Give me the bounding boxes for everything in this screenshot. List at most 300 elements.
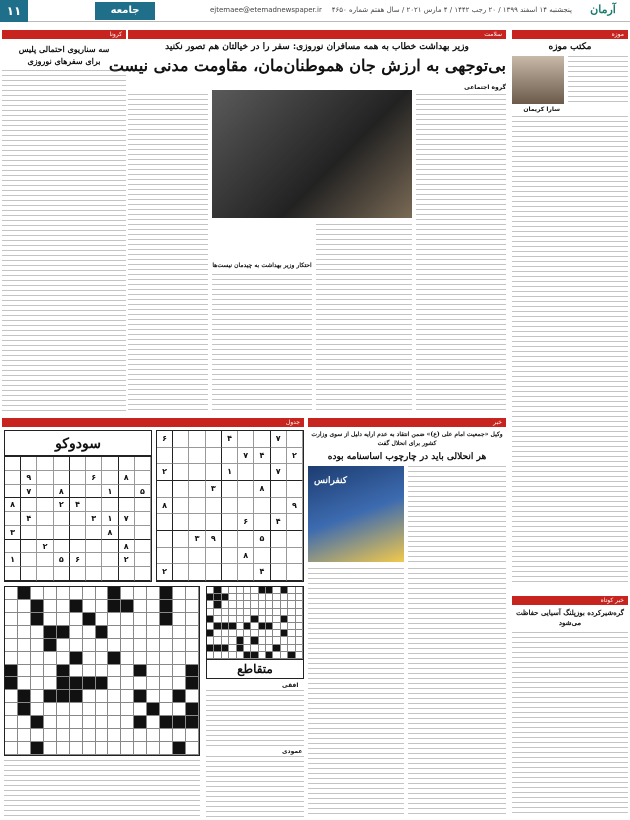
sudoku-cell[interactable] — [287, 548, 303, 565]
crossword-cell[interactable] — [18, 652, 31, 665]
crossword-cell[interactable] — [121, 600, 134, 613]
crossword-cell[interactable] — [214, 587, 221, 594]
crossword-cell[interactable] — [18, 613, 31, 626]
crossword-cell[interactable] — [108, 626, 121, 639]
crossword-cell[interactable] — [266, 609, 273, 616]
crossword-cell[interactable] — [83, 600, 96, 613]
crossword-cell[interactable] — [83, 703, 96, 716]
sudoku-cell[interactable] — [37, 553, 53, 567]
sudoku-cell[interactable]: ۱ — [5, 553, 21, 567]
crossword-cell[interactable] — [288, 652, 295, 659]
crossword-cell[interactable] — [83, 626, 96, 639]
sudoku-cell[interactable] — [70, 485, 86, 499]
crossword-cell[interactable] — [96, 742, 109, 755]
crossword-cell[interactable] — [222, 623, 229, 630]
crossword-cell[interactable] — [266, 637, 273, 644]
crossword-cell[interactable] — [57, 677, 70, 690]
sudoku-cell[interactable] — [206, 464, 222, 481]
sudoku-cell[interactable] — [157, 548, 173, 565]
sudoku-cell[interactable] — [37, 498, 53, 512]
crossword-cell[interactable] — [70, 626, 83, 639]
crossword-cell[interactable] — [281, 601, 288, 608]
crossword-cell[interactable] — [108, 600, 121, 613]
crossword-cell[interactable] — [134, 742, 147, 755]
crossword-cell[interactable] — [121, 587, 134, 600]
crossword-cell[interactable] — [147, 703, 160, 716]
crossword-cell[interactable] — [31, 677, 44, 690]
crossword-cell[interactable] — [121, 677, 134, 690]
crossword-cell[interactable] — [134, 716, 147, 729]
crossword-cell[interactable] — [160, 677, 173, 690]
sudoku-cell[interactable] — [173, 564, 189, 581]
crossword-cell[interactable] — [96, 613, 109, 626]
sudoku-cell[interactable] — [222, 548, 238, 565]
sudoku-cell[interactable] — [254, 431, 270, 448]
crossword-cell[interactable] — [186, 742, 199, 755]
sudoku-cell[interactable] — [222, 481, 238, 498]
crossword-cell[interactable] — [160, 626, 173, 639]
crossword-cell[interactable] — [57, 690, 70, 703]
crossword-cell[interactable] — [5, 729, 18, 742]
crossword-cell[interactable] — [96, 677, 109, 690]
sudoku-cell[interactable] — [287, 564, 303, 581]
sudoku-cell[interactable]: ۶ — [238, 514, 254, 531]
crossword-cell[interactable] — [266, 616, 273, 623]
crossword-cell[interactable] — [229, 645, 236, 652]
crossword-cell[interactable] — [266, 630, 273, 637]
crossword-cell[interactable] — [186, 613, 199, 626]
crossword-cell[interactable] — [108, 742, 121, 755]
crossword-cell[interactable] — [214, 637, 221, 644]
crossword-cell[interactable] — [296, 609, 303, 616]
crossword-cell[interactable] — [147, 677, 160, 690]
crossword-cell[interactable] — [229, 587, 236, 594]
crossword-cell[interactable] — [173, 742, 186, 755]
sudoku-cell[interactable] — [222, 514, 238, 531]
sudoku-cell[interactable] — [102, 471, 118, 485]
sudoku-cell[interactable] — [157, 481, 173, 498]
crossword-cell[interactable] — [173, 703, 186, 716]
crossword-cell[interactable] — [251, 637, 258, 644]
crossword-cell[interactable] — [147, 665, 160, 678]
crossword-cell[interactable] — [134, 703, 147, 716]
sudoku-cell[interactable] — [5, 567, 21, 581]
crossword-cell[interactable] — [173, 729, 186, 742]
sudoku-cell[interactable] — [70, 540, 86, 554]
sudoku-cell[interactable]: ۸ — [54, 485, 70, 499]
sudoku-cell[interactable]: ۲ — [119, 553, 135, 567]
crossword-cell[interactable] — [160, 600, 173, 613]
sudoku-cell[interactable] — [135, 567, 151, 581]
crossword-cell[interactable] — [31, 587, 44, 600]
sudoku-cell[interactable] — [173, 498, 189, 515]
crossword-cell[interactable] — [5, 613, 18, 626]
crossword-cell[interactable] — [259, 652, 266, 659]
crossword-cell[interactable] — [259, 630, 266, 637]
crossword-cell[interactable] — [108, 677, 121, 690]
sudoku-cell[interactable] — [86, 553, 102, 567]
crossword-cell[interactable] — [160, 587, 173, 600]
crossword-cell[interactable] — [186, 626, 199, 639]
crossword-cell[interactable] — [160, 742, 173, 755]
crossword-cell[interactable] — [273, 652, 280, 659]
sudoku-cell[interactable] — [21, 567, 37, 581]
sudoku-cell[interactable] — [189, 431, 205, 448]
sudoku-cell[interactable]: ۸ — [5, 498, 21, 512]
crossword-cell[interactable] — [251, 623, 258, 630]
sudoku-cell[interactable]: ۲ — [54, 498, 70, 512]
email-address[interactable]: ejtemaee@etemadnewspaper.ir — [210, 6, 322, 14]
crossword-cell[interactable] — [44, 716, 57, 729]
crossword-cell[interactable] — [134, 626, 147, 639]
sudoku-cell[interactable] — [86, 457, 102, 471]
sudoku-cell[interactable] — [5, 540, 21, 554]
crossword-cell[interactable] — [266, 587, 273, 594]
crossword-cell[interactable] — [147, 639, 160, 652]
sudoku-cell[interactable]: ۱ — [102, 512, 118, 526]
crossword-cell[interactable] — [5, 639, 18, 652]
sudoku-cell[interactable] — [135, 526, 151, 540]
crossword-cell[interactable] — [96, 729, 109, 742]
crossword-cell[interactable] — [31, 716, 44, 729]
crossword-cell[interactable] — [281, 623, 288, 630]
crossword-cell[interactable] — [186, 639, 199, 652]
sudoku-cell[interactable] — [173, 431, 189, 448]
crossword-cell[interactable] — [5, 716, 18, 729]
sudoku-cell[interactable] — [222, 498, 238, 515]
crossword-cell[interactable] — [244, 609, 251, 616]
crossword-cell[interactable] — [237, 630, 244, 637]
crossword-cell[interactable] — [186, 677, 199, 690]
sudoku-cell[interactable] — [102, 553, 118, 567]
crossword-cell[interactable] — [44, 613, 57, 626]
sudoku-cell[interactable] — [70, 471, 86, 485]
sudoku-cell[interactable]: ۳ — [206, 481, 222, 498]
crossword-cell[interactable] — [222, 645, 229, 652]
crossword-cell[interactable] — [259, 645, 266, 652]
crossword-cell[interactable] — [214, 652, 221, 659]
crossword-cell[interactable] — [18, 729, 31, 742]
sudoku-cell[interactable] — [37, 512, 53, 526]
sudoku-cell[interactable]: ۴ — [271, 514, 287, 531]
crossword-cell[interactable] — [160, 716, 173, 729]
crossword-cell[interactable] — [108, 703, 121, 716]
sudoku-cell[interactable]: ۳ — [5, 526, 21, 540]
crossword-grid[interactable] — [4, 586, 200, 756]
crossword-cell[interactable] — [296, 630, 303, 637]
crossword-cell[interactable] — [70, 613, 83, 626]
crossword-cell[interactable] — [31, 690, 44, 703]
crossword-cell[interactable] — [18, 690, 31, 703]
sudoku-cell[interactable] — [135, 457, 151, 471]
sudoku-cell[interactable] — [119, 526, 135, 540]
crossword-cell[interactable] — [244, 601, 251, 608]
crossword-cell[interactable] — [207, 594, 214, 601]
crossword-cell[interactable] — [288, 601, 295, 608]
crossword-cell[interactable] — [229, 601, 236, 608]
sudoku-cell[interactable] — [86, 498, 102, 512]
crossword-cell[interactable] — [251, 609, 258, 616]
sudoku-cell[interactable] — [189, 481, 205, 498]
crossword-cell[interactable] — [57, 703, 70, 716]
crossword-cell[interactable] — [160, 729, 173, 742]
crossword-cell[interactable] — [207, 609, 214, 616]
sudoku-cell[interactable]: ۸ — [238, 548, 254, 565]
crossword-cell[interactable] — [31, 729, 44, 742]
crossword-cell[interactable] — [134, 677, 147, 690]
sudoku-cell[interactable] — [5, 471, 21, 485]
crossword-cell[interactable] — [108, 613, 121, 626]
crossword-cell[interactable] — [121, 652, 134, 665]
crossword-cell[interactable] — [229, 609, 236, 616]
crossword-cell[interactable] — [134, 600, 147, 613]
crossword-cell[interactable] — [70, 729, 83, 742]
crossword-cell[interactable] — [57, 626, 70, 639]
crossword-cell[interactable] — [273, 637, 280, 644]
crossword-cell[interactable] — [83, 677, 96, 690]
sudoku-cell[interactable] — [21, 498, 37, 512]
crossword-cell[interactable] — [70, 639, 83, 652]
crossword-cell[interactable] — [214, 623, 221, 630]
crossword-cell[interactable] — [31, 626, 44, 639]
sudoku-cell[interactable] — [173, 531, 189, 548]
crossword-cell[interactable] — [281, 609, 288, 616]
crossword-cell[interactable] — [207, 645, 214, 652]
crossword-cell[interactable] — [281, 645, 288, 652]
sudoku-cell[interactable]: ۵ — [135, 485, 151, 499]
crossword-cell[interactable] — [121, 690, 134, 703]
sudoku-cell[interactable] — [206, 564, 222, 581]
sudoku-cell[interactable]: ۴ — [21, 512, 37, 526]
crossword-cell[interactable] — [173, 665, 186, 678]
crossword-cell[interactable] — [108, 639, 121, 652]
crossword-cell[interactable] — [288, 609, 295, 616]
crossword-cell[interactable] — [57, 716, 70, 729]
crossword-cell[interactable] — [266, 652, 273, 659]
sudoku-cell[interactable]: ۴ — [254, 448, 270, 465]
sudoku-cell[interactable] — [173, 464, 189, 481]
sudoku-cell[interactable] — [54, 526, 70, 540]
crossword-cell[interactable] — [96, 703, 109, 716]
sudoku-cell[interactable] — [37, 485, 53, 499]
sudoku-cell[interactable] — [157, 514, 173, 531]
crossword-cell[interactable] — [147, 626, 160, 639]
crossword-cell[interactable] — [173, 652, 186, 665]
crossword-cell[interactable] — [173, 716, 186, 729]
sudoku-cell[interactable] — [238, 564, 254, 581]
crossword-cell[interactable] — [214, 630, 221, 637]
crossword-cell[interactable] — [259, 609, 266, 616]
crossword-cell[interactable] — [281, 587, 288, 594]
crossword-cell[interactable] — [134, 665, 147, 678]
sudoku-cell[interactable] — [21, 526, 37, 540]
crossword-cell[interactable] — [259, 637, 266, 644]
crossword-cell[interactable] — [5, 626, 18, 639]
crossword-cell[interactable] — [288, 630, 295, 637]
crossword-cell[interactable] — [273, 623, 280, 630]
crossword-cell[interactable] — [70, 690, 83, 703]
sudoku-cell[interactable]: ۵ — [254, 531, 270, 548]
sudoku-cell[interactable]: ۸ — [102, 526, 118, 540]
crossword-cell[interactable] — [108, 665, 121, 678]
crossword-cell[interactable] — [18, 665, 31, 678]
crossword-cell[interactable] — [229, 652, 236, 659]
sudoku-cell[interactable]: ۲ — [157, 464, 173, 481]
crossword-cell[interactable] — [70, 742, 83, 755]
crossword-cell[interactable] — [273, 630, 280, 637]
crossword-cell[interactable] — [31, 639, 44, 652]
crossword-cell[interactable] — [83, 587, 96, 600]
sudoku-cell[interactable]: ۲ — [157, 564, 173, 581]
crossword-cell[interactable] — [96, 665, 109, 678]
crossword-cell[interactable] — [207, 587, 214, 594]
sudoku-cell[interactable] — [254, 498, 270, 515]
sudoku-cell[interactable]: ۸ — [157, 498, 173, 515]
crossword-cell[interactable] — [70, 652, 83, 665]
crossword-cell[interactable] — [70, 677, 83, 690]
crossword-cell[interactable] — [214, 645, 221, 652]
crossword-cell[interactable] — [266, 645, 273, 652]
crossword-cell[interactable] — [108, 587, 121, 600]
crossword-cell[interactable] — [259, 594, 266, 601]
crossword-cell[interactable] — [121, 613, 134, 626]
crossword-cell[interactable] — [5, 600, 18, 613]
crossword-cell[interactable] — [18, 639, 31, 652]
sudoku-cell[interactable] — [54, 567, 70, 581]
crossword-cell[interactable] — [121, 703, 134, 716]
sudoku-cell[interactable] — [254, 464, 270, 481]
sudoku-cell[interactable] — [21, 540, 37, 554]
crossword-cell[interactable] — [237, 645, 244, 652]
sudoku-cell[interactable] — [135, 553, 151, 567]
crossword-cell[interactable] — [207, 601, 214, 608]
crossword-cell[interactable] — [96, 626, 109, 639]
sudoku-cell[interactable]: ۶ — [86, 471, 102, 485]
crossword-cell[interactable] — [237, 609, 244, 616]
crossword-cell[interactable] — [222, 630, 229, 637]
sudoku-cell[interactable]: ۳ — [189, 531, 205, 548]
sudoku-cell[interactable] — [70, 512, 86, 526]
sudoku-cell[interactable] — [86, 526, 102, 540]
crossword-cell[interactable] — [5, 742, 18, 755]
crossword-cell[interactable] — [237, 594, 244, 601]
crossword-cell[interactable] — [134, 690, 147, 703]
crossword-cell[interactable] — [214, 601, 221, 608]
crossword-cell[interactable] — [244, 637, 251, 644]
sudoku-cell[interactable]: ۶ — [157, 431, 173, 448]
crossword-cell[interactable] — [273, 609, 280, 616]
crossword-cell[interactable] — [251, 594, 258, 601]
crossword-cell[interactable] — [259, 587, 266, 594]
crossword-cell[interactable] — [273, 601, 280, 608]
sudoku-cell[interactable] — [70, 457, 86, 471]
sudoku-cell[interactable] — [157, 531, 173, 548]
crossword-cell[interactable] — [186, 587, 199, 600]
crossword-cell[interactable] — [186, 600, 199, 613]
sudoku-cell[interactable] — [206, 498, 222, 515]
crossword-cell[interactable] — [273, 645, 280, 652]
sudoku-cell[interactable] — [173, 514, 189, 531]
crossword-cell[interactable] — [96, 716, 109, 729]
crossword-cell[interactable] — [173, 613, 186, 626]
crossword-cell[interactable] — [281, 637, 288, 644]
crossword-cell[interactable] — [44, 665, 57, 678]
crossword-cell[interactable] — [222, 652, 229, 659]
crossword-cell[interactable] — [281, 616, 288, 623]
crossword-cell[interactable] — [121, 639, 134, 652]
crossword-cell[interactable] — [273, 587, 280, 594]
sudoku-cell[interactable]: ۸ — [119, 540, 135, 554]
crossword-cell[interactable] — [207, 652, 214, 659]
crossword-cell[interactable] — [244, 616, 251, 623]
crossword-cell[interactable] — [296, 601, 303, 608]
crossword-cell[interactable] — [222, 616, 229, 623]
crossword-cell[interactable] — [31, 613, 44, 626]
crossword-cell[interactable] — [18, 626, 31, 639]
crossword-cell[interactable] — [244, 652, 251, 659]
crossword-cell[interactable] — [259, 616, 266, 623]
sudoku-cell[interactable]: ۷ — [21, 485, 37, 499]
crossword-cell[interactable] — [244, 630, 251, 637]
crossword-cell[interactable] — [147, 742, 160, 755]
crossword-cell[interactable] — [44, 652, 57, 665]
sudoku-grid[interactable] — [4, 456, 152, 582]
crossword-cell[interactable] — [70, 587, 83, 600]
crossword-cell[interactable] — [266, 623, 273, 630]
crossword-cell[interactable] — [147, 652, 160, 665]
sudoku-cell[interactable] — [271, 548, 287, 565]
crossword-cell[interactable] — [229, 637, 236, 644]
crossword-cell[interactable] — [134, 729, 147, 742]
sudoku-cell[interactable] — [102, 498, 118, 512]
sudoku-cell[interactable] — [238, 498, 254, 515]
sudoku-cell[interactable] — [54, 471, 70, 485]
crossword-cell[interactable] — [121, 716, 134, 729]
crossword-cell[interactable] — [288, 594, 295, 601]
crossword-cell[interactable] — [259, 601, 266, 608]
crossword-cell[interactable] — [186, 665, 199, 678]
crossword-cell[interactable] — [57, 729, 70, 742]
crossword-cell[interactable] — [251, 616, 258, 623]
crossword-cell[interactable] — [281, 594, 288, 601]
sudoku-cell[interactable] — [86, 485, 102, 499]
sudoku-cell[interactable] — [119, 567, 135, 581]
crossword-cell[interactable] — [70, 600, 83, 613]
crossword-cell[interactable] — [5, 703, 18, 716]
crossword-cell[interactable] — [288, 645, 295, 652]
crossword-cell[interactable] — [83, 652, 96, 665]
crossword-cell[interactable] — [229, 630, 236, 637]
crossword-cell[interactable] — [57, 639, 70, 652]
crossword-cell[interactable] — [244, 623, 251, 630]
crossword-cell[interactable] — [237, 616, 244, 623]
crossword-cell[interactable] — [57, 613, 70, 626]
crossword-cell[interactable] — [18, 703, 31, 716]
crossword-cell[interactable] — [186, 652, 199, 665]
crossword-cell[interactable] — [207, 623, 214, 630]
sudoku-cell[interactable] — [157, 448, 173, 465]
sudoku-cell[interactable] — [135, 540, 151, 554]
crossword-cell[interactable] — [147, 716, 160, 729]
sudoku-cell[interactable]: ۳ — [86, 512, 102, 526]
crossword-cell[interactable] — [160, 652, 173, 665]
sudoku-cell[interactable]: ۲ — [37, 540, 53, 554]
crossword-cell[interactable] — [173, 639, 186, 652]
crossword-cell[interactable] — [251, 587, 258, 594]
sudoku-cell[interactable] — [271, 498, 287, 515]
sudoku-cell[interactable] — [21, 457, 37, 471]
crossword-cell[interactable] — [57, 587, 70, 600]
